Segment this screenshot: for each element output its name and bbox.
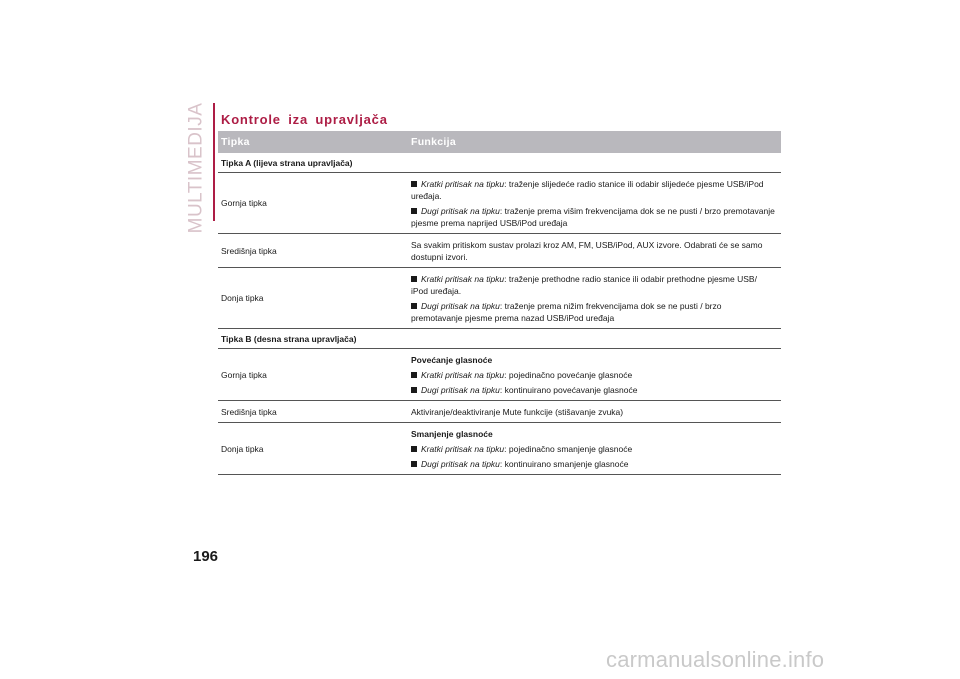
row-key: Donja tipka: [221, 293, 264, 303]
list-item: Kratki pritisak na tipku: traženje slijedeće radio stanice ili odabir slijedeće pjesme USB/iPod uređaja.: [411, 179, 764, 201]
row-function: [411, 173, 781, 233]
row-key: Gornja tipka: [221, 198, 267, 208]
watermark: carmanualsonline.info: [606, 647, 825, 672]
bullet-icon: [411, 461, 417, 467]
bullet-icon: [411, 181, 417, 187]
controls-table: [218, 131, 781, 475]
table-row: [218, 234, 781, 268]
section-tab: [176, 102, 216, 234]
row-function: [411, 268, 781, 328]
header-function: Funkcija: [411, 136, 456, 148]
row-function: Aktiviranje/deaktiviranje Mute funkcije (stišavanje zvuka): [411, 407, 624, 417]
row-function: [411, 349, 781, 400]
table-row: [218, 401, 781, 423]
list-item: Kratki pritisak na tipku: pojedinačno povećanje glasnoće: [411, 369, 775, 381]
table-row: [218, 423, 781, 475]
row-key: Središnja tipka: [221, 245, 277, 256]
row-subtitle: Povećanje glasnoće: [411, 355, 493, 365]
row-key: Središnja tipka: [221, 406, 277, 417]
header-key: Tipka: [221, 136, 250, 148]
bullet-icon: [411, 208, 417, 214]
list-item: Dugi pritisak na tipku: kontinuirano smanjenje glasnoće: [411, 458, 775, 470]
row-key: Gornja tipka: [221, 369, 267, 380]
list-item: Dugi pritisak na tipku: traženje prema nižim frekvencijama dok se ne pusti / brzo premotavanje pjesme prema nazad USB/iPod uređaja: [411, 301, 722, 323]
bullet-icon: [411, 303, 417, 309]
list-item: Dugi pritisak na tipku: kontinuirano povećavanje glasnoće: [411, 384, 775, 396]
page-number: 196: [193, 548, 219, 565]
table-row: [218, 268, 781, 329]
group-a-title: Tipka A (lijeva strana upravljača): [218, 153, 781, 173]
table-row: [218, 173, 781, 234]
section-divider: [213, 103, 215, 221]
bullet-icon: [411, 372, 417, 378]
page-title: Kontrole iza upravljača: [221, 112, 388, 127]
table-row: [218, 349, 781, 401]
list-item: Kratki pritisak na tipku: pojedinačno smanjenje glasnoće: [411, 443, 775, 455]
row-subtitle: Smanjenje glasnoće: [411, 429, 493, 439]
bullet-icon: [411, 276, 417, 282]
row-function: Sa svakim pritiskom sustav prolazi kroz AM, FM, USB/iPod, AUX izvore. Odabrati će se samo dostupni izvori.: [411, 240, 763, 262]
group-b-title: Tipka B (desna strana upravljača): [218, 329, 781, 349]
row-key: Donja tipka: [221, 443, 264, 454]
table-header: [218, 131, 781, 153]
bullet-icon: [411, 387, 417, 393]
row-function: [411, 423, 781, 474]
bullet-icon: [411, 446, 417, 452]
section-tab-label: MULTIMEDIJA: [185, 102, 207, 234]
list-item: Kratki pritisak na tipku: traženje prethodne radio stanice ili odabir prethodne pjesme USB/ iPod uređaja.: [411, 274, 757, 296]
list-item: Dugi pritisak na tipku: traženje prema višim frekvencijama dok se ne pusti / brzo premotavanje pjesme prema naprijed USB/iPod uređaja: [411, 206, 775, 228]
